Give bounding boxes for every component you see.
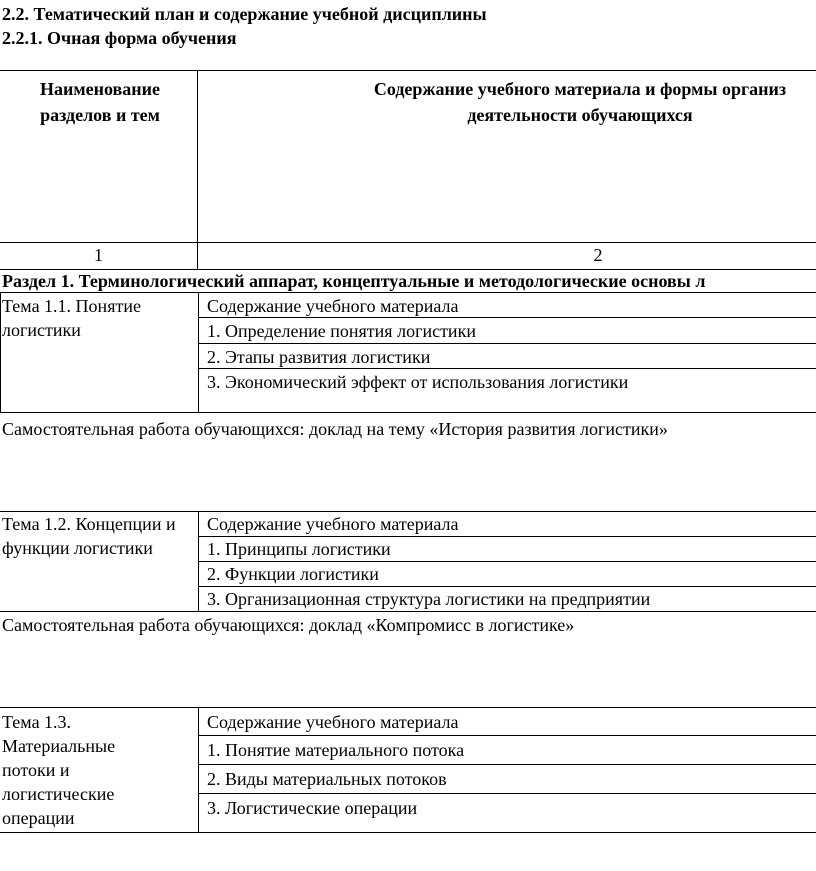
section-heading: 2.2. Тематический план и содержание учебной дисциплины [2,4,487,24]
content-label: Содержание учебного материала [207,296,459,316]
list-item: 3. Логистические операции [207,798,418,818]
content-label: Содержание учебного материала [207,514,459,534]
list-item: 1. Определение понятия логистики [207,321,476,341]
header-col2-number: 2 [593,245,603,265]
content-label: Содержание учебного материала [207,712,459,732]
list-item: 3. Организационная структура логистики на предприятии [207,589,651,609]
header-col1: Наименование разделов и тем [40,79,160,125]
self-study-text: Самостоятельная работа обучающихся: доклад «Компромисс в логистике» [2,615,575,635]
topic-name: Тема 1.3. Материальные потоки и логистические операции [2,712,116,828]
header-col2: Содержание учебного материала и формы организ деятельности обучающихся [373,79,787,125]
list-item: 1. Понятие материального потока [207,740,465,760]
list-item: 2. Виды материальных потоков [207,769,447,789]
list-item: 3. Экономический эффект от использования логистики [207,372,629,392]
subsection-heading: 2.2.1. Очная форма обучения [2,28,237,48]
self-study-text: Самостоятельная работа обучающихся: доклад на тему «История развития логистики» [2,419,668,439]
header-col1-number: 1 [94,245,103,265]
topic-name: Тема 1.2. Концепции и функции логистики [2,514,176,558]
section-title: Раздел 1. Терминологический аппарат, концептуальные и методологические основы л [2,271,706,291]
list-item: 2. Функции логистики [207,564,379,584]
list-item: 2. Этапы развития логистики [207,347,431,367]
topic-name: Тема 1.1. Понятие логистики [2,296,141,340]
list-item: 1. Принципы логистики [207,539,391,559]
